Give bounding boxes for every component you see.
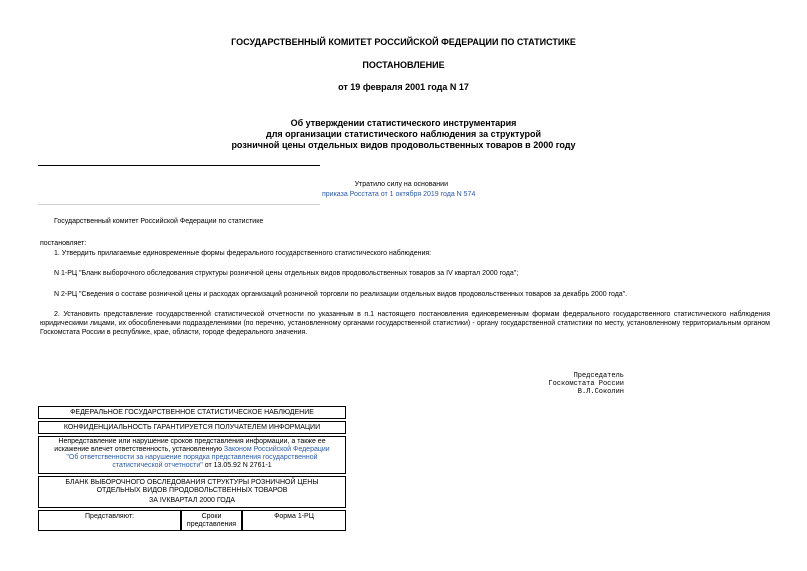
signature-role: Председатель xyxy=(573,372,624,380)
title-line-2: для организации статистического наблюдения за структурой xyxy=(265,129,541,139)
liability-line-2 xyxy=(39,446,345,454)
blank-title-line-1: БЛАНК ВЫБОРОЧНОГО ОБСЛЕДОВАНИЯ СТРУКТУРЫ РОЗНИЧНОЙ ЦЕНЫ xyxy=(65,479,319,486)
liability-line-2-text: искажение влечет ответственность, установленную xyxy=(54,446,222,453)
liability-box xyxy=(38,436,346,474)
repeal-order-link[interactable]: приказа Росстата от 1 октября 2019 года N 574 xyxy=(322,191,476,198)
document-title xyxy=(0,118,807,151)
form-code-cell xyxy=(242,510,346,531)
document-type: ПОСТАНОВЛЕНИЕ xyxy=(362,60,445,70)
blank-title-line-3: ЗА IVКВАРТАЛ 2000 ГОДА xyxy=(148,497,235,504)
item-2: 2. Установить представление государственной статистической отчетности по указанным в п.1 настоящего постановления единовременным формам федерального государственного статистического наблюдения юридическими лицами, их обособленными подразделениями (по перечню, установленному органами государственной статистики) - органу государственной статистики по месту, установленному территориальным органом Госкомстата России в республике, крае, области, городе федерального значения. xyxy=(40,311,770,336)
federal-observation-box xyxy=(38,406,346,419)
form-1-rc-item: N 1-РЦ "Бланк выборочного обследования структуры розничной цены отдельных видов продовольственных товаров за IV квартал 2000 года"; xyxy=(54,270,519,277)
blank-title-line-2: ОТДЕЛЬНЫХ ВИДОВ ПРОДОВОЛЬСТВЕННЫХ ТОВАРОВ xyxy=(96,487,288,494)
form-2-rc-item: N 2-РЦ "Сведения о составе розничной цены и расходах организаций розничной торговли по реализации отдельных видов продовольственных товаров за декабрь 2000 года". xyxy=(54,291,628,298)
signature-org: Госкомстата России xyxy=(548,380,624,388)
federal-observation-label: ФЕДЕРАЛЬНОЕ ГОСУДАРСТВЕННОЕ СТАТИСТИЧЕСКОЕ НАБЛЮДЕНИЕ xyxy=(70,409,314,416)
deadline-label-1: Сроки xyxy=(201,513,222,520)
title-line-1: Об утверждении статистического инструментария xyxy=(290,118,517,128)
intro-text: Государственный комитет Российской Федерации по статистике xyxy=(54,218,264,225)
committee-heading: ГОСУДАРСТВЕННЫЙ КОМИТЕТ РОССИЙСКОЙ ФЕДЕРАЦИИ ПО СТАТИСТИКЕ xyxy=(231,37,576,47)
law-link[interactable]: Законом Российской Федерации xyxy=(223,446,330,453)
document-date-number: от 19 февраля 2001 года N 17 xyxy=(338,82,469,92)
signature-block xyxy=(500,372,624,396)
presents-cell xyxy=(38,510,181,531)
liability-line-1: Непредставление или нарушение сроков представления информации, а также ее xyxy=(58,438,326,445)
divider-line xyxy=(38,165,320,166)
form-code-label: Форма 1-РЦ xyxy=(274,513,314,520)
status-text: Утратило силу на основании xyxy=(354,181,448,188)
deadline-cell xyxy=(181,510,242,531)
blank-title-box xyxy=(38,476,346,508)
status-note xyxy=(322,180,448,189)
decree-word: постановляет: xyxy=(40,240,87,247)
law-title-link-end[interactable]: статистической отчетности" xyxy=(112,462,203,469)
signature-name: В.Л.Соколин xyxy=(577,388,624,396)
law-title-link[interactable]: "Об ответственности за нарушение порядка представления государственной xyxy=(66,454,318,461)
law-date-number: от 13.05.92 N 2761-1 xyxy=(204,462,272,469)
presents-label: Представляют: xyxy=(85,513,134,520)
confidentiality-label: КОНФИДЕНЦИАЛЬНОСТЬ ГАРАНТИРУЕТСЯ ПОЛУЧАТЕЛЕМ ИНФОРМАЦИИ xyxy=(63,424,321,431)
liability-line-4 xyxy=(39,462,345,470)
title-line-3: розничной цены отдельных видов продовольственных товаров в 2000 году xyxy=(231,140,576,150)
confidentiality-box xyxy=(38,421,346,434)
deadline-label-2: представления xyxy=(186,521,237,528)
divider-line-light xyxy=(38,204,320,205)
item-1: 1. Утвердить прилагаемые единовременные формы федерального государственного статистического наблюдения: xyxy=(54,250,432,257)
